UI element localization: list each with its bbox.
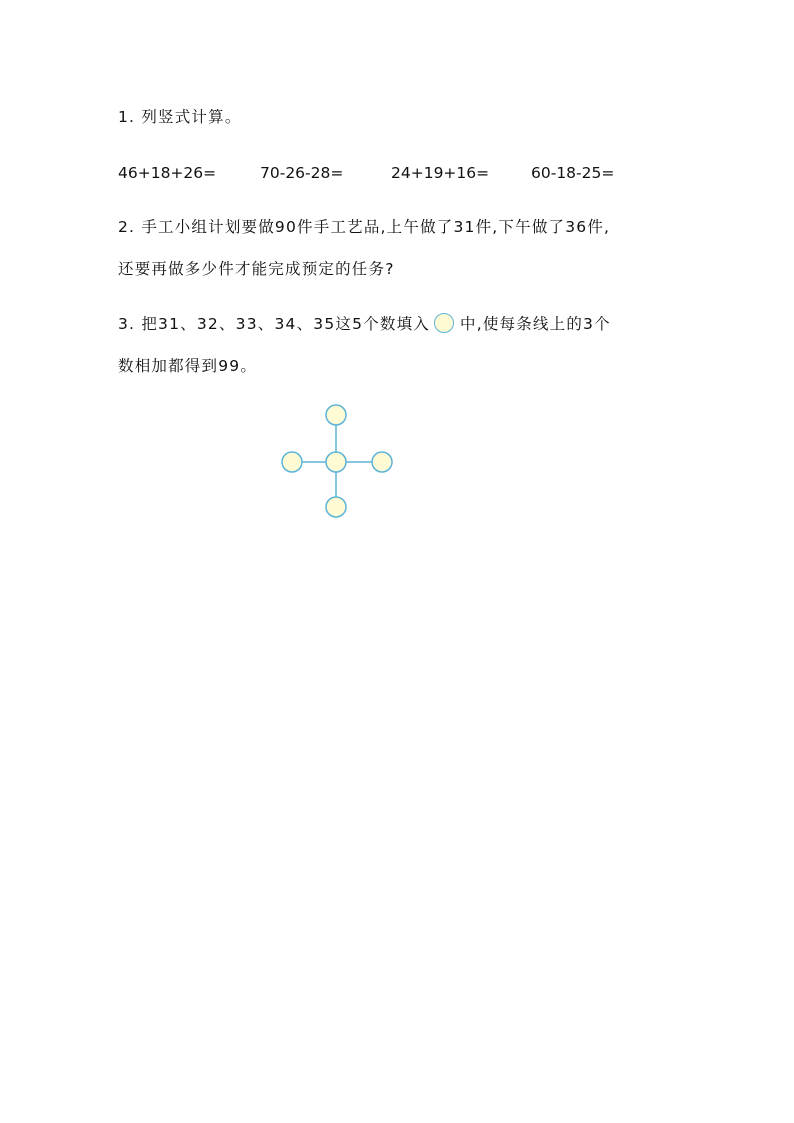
circle-top[interactable] (326, 405, 346, 425)
circle-center[interactable] (326, 452, 346, 472)
circle-right[interactable] (372, 452, 392, 472)
expression-4: 60-18-25= (531, 164, 615, 182)
question-3-text-after: 中,使每条线上的3个 (460, 315, 611, 333)
cross-diagram (270, 395, 410, 525)
question-3-text-before: 3. 把31、32、33、34、35这5个数填入 (118, 315, 430, 333)
question-2-line-2: 还要再做多少件才能完成预定的任务? (118, 260, 395, 278)
question-3-line-2: 数相加都得到99。 (118, 357, 258, 375)
question-1-title: 1. 列竖式计算。 (118, 108, 242, 126)
circle-bottom[interactable] (326, 497, 346, 517)
blank-circle-icon (434, 313, 454, 333)
question-2-line-1: 2. 手工小组计划要做90件手工艺品,上午做了31件,下午做了36件, (118, 218, 611, 236)
expression-2: 70-26-28= (260, 164, 344, 182)
question-3-line-1 (118, 313, 611, 335)
expression-3: 24+19+16= (391, 164, 490, 182)
circle-left[interactable] (282, 452, 302, 472)
expression-1: 46+18+26= (118, 164, 217, 182)
